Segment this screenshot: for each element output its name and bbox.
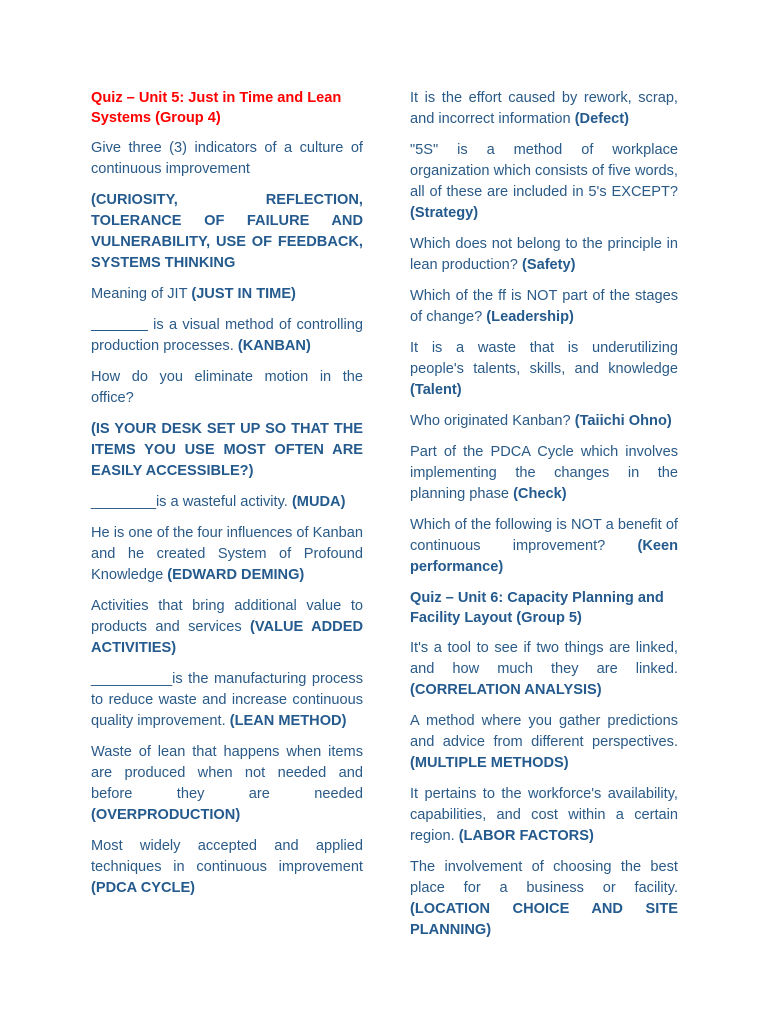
question-text: Which of the following is NOT a benefit of continuous improvement? — [410, 517, 678, 554]
question-text: Meaning of JIT — [91, 286, 188, 302]
question-text: Waste of lean that happens when items are produced when not needed and before they are needed — [91, 744, 363, 802]
answer-text: (LOCATION CHOICE AND SITE PLANNING) — [410, 901, 678, 938]
question-text: Give three (3) indicators of a culture of continuous improvement — [91, 140, 363, 177]
question-lean-principle — [410, 234, 678, 276]
answer-text: (Leadership) — [486, 309, 574, 325]
question-text: Which of the ff is NOT part of the stages of change? — [410, 288, 678, 325]
question-text: Most widely accepted and applied techniques in continuous improvement — [91, 838, 363, 875]
unit6-quiz-title: Quiz – Unit 6: Capacity Planning and Facility Layout (Group 5) — [410, 590, 664, 626]
answer-text: (Keen performance) — [410, 538, 678, 575]
question-text: Part of the PDCA Cycle which involves implementing the changes in the planning phase — [410, 444, 678, 502]
question-value-added — [91, 596, 363, 659]
answer-text: (Talent) — [410, 382, 462, 398]
question-deming — [91, 523, 363, 586]
answer-indicators: (CURIOSITY, REFLECTION, TOLERANCE OF FAILURE AND VULNERABILITY, USE OF FEEDBACK, SYSTEMS THINKING — [91, 192, 363, 271]
blank-line: __________ — [91, 671, 173, 687]
answer-text: (CORRELATION ANALYSIS) — [410, 682, 602, 698]
question-jit — [91, 284, 363, 305]
question-text: It pertains to the workforce's availability, capabilities, and cost within a certain region. — [410, 786, 678, 844]
answer-text: (PDCA CYCLE) — [91, 880, 196, 896]
answer-text: (EDWARD DEMING) — [167, 567, 305, 583]
question-defect — [410, 88, 678, 130]
unit5-quiz-title: Quiz – Unit 5: Just in Time and Lean Systems (Group 4) — [91, 90, 342, 126]
question-kanban-origin — [410, 411, 678, 432]
question-text: Activities that bring additional value to products and services — [91, 598, 363, 635]
question-kanban — [91, 315, 363, 357]
question-indicators — [91, 138, 363, 180]
question-text: He is one of the four influences of Kanban and he created System of Profound Knowledge — [91, 525, 363, 583]
question-text: is a visual method of controlling production processes. — [91, 317, 363, 354]
blank-line: ________ — [91, 494, 156, 510]
question-text: How do you eliminate motion in the office? — [91, 369, 363, 406]
answer-text: (MUDA) — [291, 494, 346, 510]
question-5s — [410, 140, 678, 224]
answer-text: (Safety) — [521, 257, 576, 273]
left-column — [91, 88, 363, 909]
question-text: It is a waste that is underutilizing people's talents, skills, and knowledge — [410, 340, 678, 377]
question-text: "5S" is a method of workplace organization which consists of five words, all of these are included in 5's EXCEPT? — [410, 142, 678, 200]
question-text: The involvement of choosing the best place for a business or facility. — [410, 859, 678, 896]
answer-text: (OVERPRODUCTION) — [91, 807, 241, 823]
answer-text: (VALUE ADDED ACTIVITIES) — [91, 619, 363, 656]
answer-text: (JUST IN TIME) — [191, 286, 296, 302]
question-lean — [91, 669, 363, 732]
answer-text: (Taiichi Ohno) — [574, 413, 672, 429]
question-correlation — [410, 638, 678, 701]
question-labor — [410, 784, 678, 847]
blank-line: _______ — [91, 317, 148, 333]
question-text: is the manufacturing process to reduce waste and increase continuous quality improvement. — [91, 671, 363, 729]
answer-motion: (IS YOUR DESK SET UP SO THAT THE ITEMS YOU USE MOST OFTEN ARE EASILY ACCESSIBLE?) — [91, 421, 363, 479]
question-muda — [91, 492, 363, 513]
question-text: Who originated Kanban? — [410, 413, 571, 429]
question-text: is a wasteful activity. — [155, 494, 288, 510]
question-motion — [91, 367, 363, 409]
question-pdca-check — [410, 442, 678, 505]
question-pdca — [91, 836, 363, 899]
question-stages-change — [410, 286, 678, 328]
answer-text: (LABOR FACTORS) — [458, 828, 594, 844]
question-benefit — [410, 515, 678, 578]
answer-text: (KANBAN) — [237, 338, 311, 354]
question-talent — [410, 338, 678, 401]
question-multiple-methods — [410, 711, 678, 774]
answer-text: (Strategy) — [410, 205, 479, 221]
question-text: A method where you gather predictions and advice from different perspectives. — [410, 713, 678, 750]
question-text: It is the effort caused by rework, scrap, and incorrect information — [410, 90, 678, 127]
question-location — [410, 857, 678, 941]
answer-text: (LEAN METHOD) — [229, 713, 347, 729]
right-column — [410, 88, 678, 951]
question-text: It's a tool to see if two things are linked, and how much they are linked. — [410, 640, 678, 677]
answer-text: (Check) — [513, 486, 567, 502]
question-overproduction — [91, 742, 363, 826]
question-text: Which does not belong to the principle in lean production? — [410, 236, 678, 273]
answer-text: (Defect) — [574, 111, 630, 127]
answer-text: (MULTIPLE METHODS) — [410, 755, 569, 771]
